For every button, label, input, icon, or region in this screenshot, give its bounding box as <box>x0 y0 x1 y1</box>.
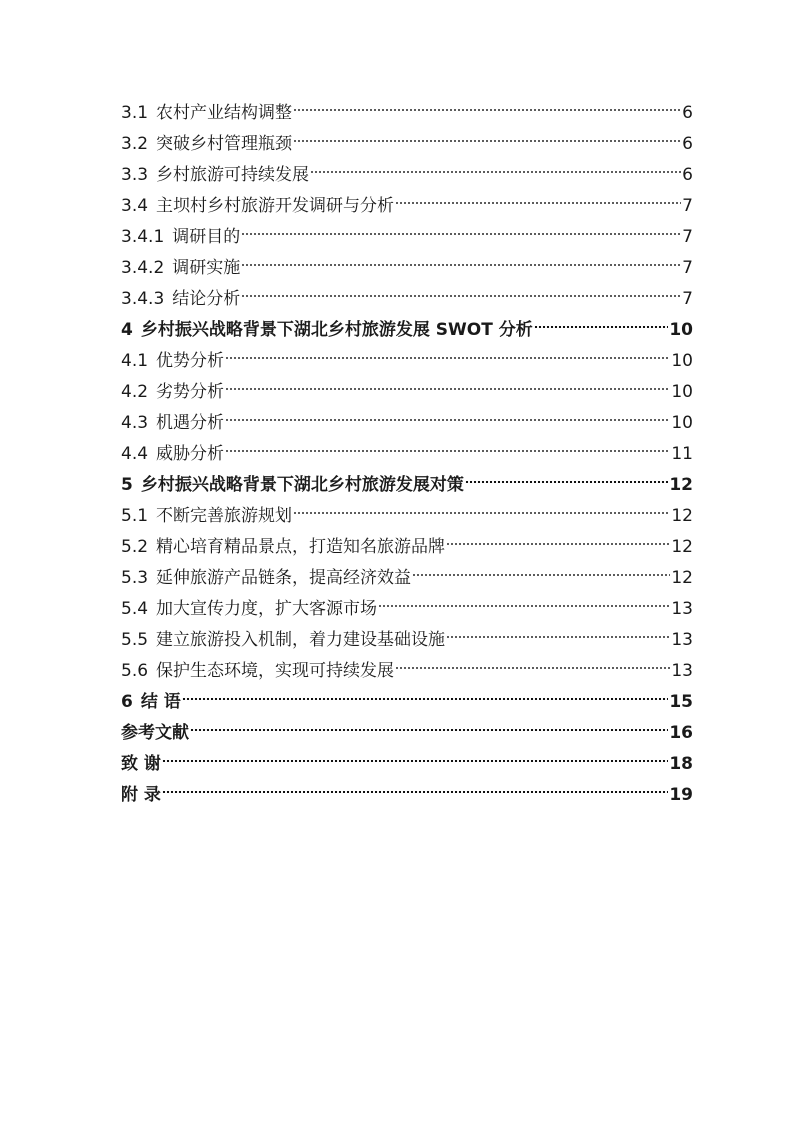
dot-leader <box>465 481 668 483</box>
toc-entry-number: 3.2 <box>121 134 149 154</box>
toc-entry[interactable] <box>121 563 693 594</box>
toc-entry[interactable] <box>121 656 693 687</box>
toc-entry-page-number: 15 <box>669 692 693 712</box>
toc-entry[interactable] <box>121 439 693 470</box>
toc-entry[interactable] <box>121 749 693 780</box>
toc-entry-number: 3.4 <box>121 196 149 216</box>
dot-leader <box>182 698 669 700</box>
toc-entry-page-number: 6 <box>682 103 693 123</box>
toc-entry[interactable] <box>121 191 693 222</box>
toc-entry-page-number: 19 <box>669 785 693 805</box>
toc-entry-number: 5.3 <box>121 568 149 588</box>
toc-entry-number: 4.3 <box>121 413 149 433</box>
toc-entry-page-number: 12 <box>671 568 693 588</box>
toc-entry-title: 参考文献 <box>121 723 189 743</box>
toc-entry-page-number: 12 <box>671 506 693 526</box>
toc-entry[interactable] <box>121 470 693 501</box>
dot-leader <box>225 388 670 390</box>
toc-entry[interactable] <box>121 532 693 563</box>
toc-entry-title: 加大宣传力度，扩大客源市场 <box>156 599 378 619</box>
toc-entry-page-number: 7 <box>682 196 693 216</box>
toc-entry-title: 乡村振兴战略背景下湖北乡村旅游发展 SWOT 分析 <box>140 320 533 340</box>
toc-entry-page-number: 10 <box>671 413 693 433</box>
dot-leader <box>225 450 670 452</box>
toc-entry[interactable] <box>121 501 693 532</box>
dot-leader <box>395 667 670 669</box>
dot-leader <box>412 574 670 576</box>
toc-entry-number: 6 <box>121 692 133 712</box>
toc-entry-page-number: 13 <box>671 599 693 619</box>
dot-leader <box>293 140 681 142</box>
toc-entry-title: 劣势分析 <box>156 382 225 402</box>
toc-entry[interactable] <box>121 160 693 191</box>
table-of-contents <box>121 98 693 811</box>
toc-entry-title: 延伸旅游产品链条，提高经济效益 <box>156 568 412 588</box>
toc-entry-number: 5.6 <box>121 661 149 681</box>
dot-leader <box>446 636 670 638</box>
toc-entry-page-number: 10 <box>669 320 693 340</box>
toc-entry-page-number: 10 <box>671 351 693 371</box>
toc-entry[interactable] <box>121 346 693 377</box>
toc-entry-title: 调研目的 <box>172 227 241 247</box>
toc-entry-number: 5.5 <box>121 630 149 650</box>
dot-leader <box>190 729 668 731</box>
toc-entry-title: 威胁分析 <box>156 444 225 464</box>
toc-entry-title: 致 谢 <box>121 754 161 774</box>
dot-leader <box>378 605 670 607</box>
toc-entry-title: 结论分析 <box>172 289 241 309</box>
toc-entry-title: 乡村振兴战略背景下湖北乡村旅游发展对策 <box>140 475 464 495</box>
toc-entry[interactable] <box>121 222 693 253</box>
toc-entry-number: 5.1 <box>121 506 149 526</box>
toc-entry-page-number: 7 <box>682 258 693 278</box>
dot-leader <box>241 233 681 235</box>
toc-entry-page-number: 13 <box>671 630 693 650</box>
dot-leader <box>241 264 681 266</box>
toc-entry-page-number: 11 <box>671 444 693 464</box>
dot-leader <box>162 760 668 762</box>
toc-entry-number: 3.1 <box>121 103 149 123</box>
toc-entry-page-number: 16 <box>669 723 693 743</box>
toc-entry[interactable] <box>121 625 693 656</box>
dot-leader <box>293 109 681 111</box>
toc-entry-title: 保护生态环境，实现可持续发展 <box>156 661 395 681</box>
toc-entry[interactable] <box>121 98 693 129</box>
toc-entry[interactable] <box>121 718 693 749</box>
toc-entry-page-number: 10 <box>671 382 693 402</box>
toc-entry-page-number: 7 <box>682 289 693 309</box>
dot-leader <box>446 543 670 545</box>
toc-entry-title: 优势分析 <box>156 351 225 371</box>
toc-entry-title: 建立旅游投入机制，着力建设基础设施 <box>156 630 446 650</box>
toc-entry-title: 机遇分析 <box>156 413 225 433</box>
toc-entry-number: 4.2 <box>121 382 149 402</box>
toc-entry-page-number: 7 <box>682 227 693 247</box>
toc-entry[interactable] <box>121 377 693 408</box>
toc-entry[interactable] <box>121 315 693 346</box>
toc-entry-number: 3.4.1 <box>121 227 165 247</box>
toc-entry-number: 5.4 <box>121 599 149 619</box>
toc-entry-number: 4.4 <box>121 444 149 464</box>
toc-entry-title: 主坝村乡村旅游开发调研与分析 <box>156 196 395 216</box>
toc-entry[interactable] <box>121 687 693 718</box>
toc-entry-title: 调研实施 <box>172 258 241 278</box>
dot-leader <box>241 295 681 297</box>
toc-entry-title: 突破乡村管理瓶颈 <box>156 134 293 154</box>
dot-leader <box>225 419 670 421</box>
dot-leader <box>395 202 681 204</box>
toc-entry[interactable] <box>121 408 693 439</box>
toc-entry-page-number: 6 <box>682 165 693 185</box>
toc-entry-title: 农村产业结构调整 <box>156 103 293 123</box>
toc-entry-number: 3.4.3 <box>121 289 165 309</box>
dot-leader <box>293 512 670 514</box>
toc-entry[interactable] <box>121 253 693 284</box>
toc-entry-title: 精心培育精品景点，打造知名旅游品牌 <box>156 537 446 557</box>
dot-leader <box>225 357 670 359</box>
toc-entry-page-number: 12 <box>671 537 693 557</box>
toc-entry[interactable] <box>121 284 693 315</box>
toc-entry-page-number: 13 <box>671 661 693 681</box>
toc-entry[interactable] <box>121 594 693 625</box>
dot-leader <box>534 326 669 328</box>
toc-entry-title: 附 录 <box>121 785 161 805</box>
toc-entry-number: 3.4.2 <box>121 258 165 278</box>
toc-entry-page-number: 6 <box>682 134 693 154</box>
toc-entry-number: 5.2 <box>121 537 149 557</box>
toc-entry-number: 5 <box>121 475 133 495</box>
toc-entry-number: 4 <box>121 320 133 340</box>
toc-entry[interactable] <box>121 129 693 160</box>
dot-leader <box>310 171 681 173</box>
toc-entry-title: 乡村旅游可持续发展 <box>156 165 310 185</box>
toc-entry-page-number: 18 <box>669 754 693 774</box>
toc-entry-number: 4.1 <box>121 351 149 371</box>
toc-entry-number: 3.3 <box>121 165 149 185</box>
toc-entry[interactable] <box>121 780 693 811</box>
dot-leader <box>162 791 668 793</box>
toc-entry-title: 不断完善旅游规划 <box>156 506 293 526</box>
toc-entry-page-number: 12 <box>669 475 693 495</box>
toc-entry-title: 结 语 <box>140 692 181 712</box>
